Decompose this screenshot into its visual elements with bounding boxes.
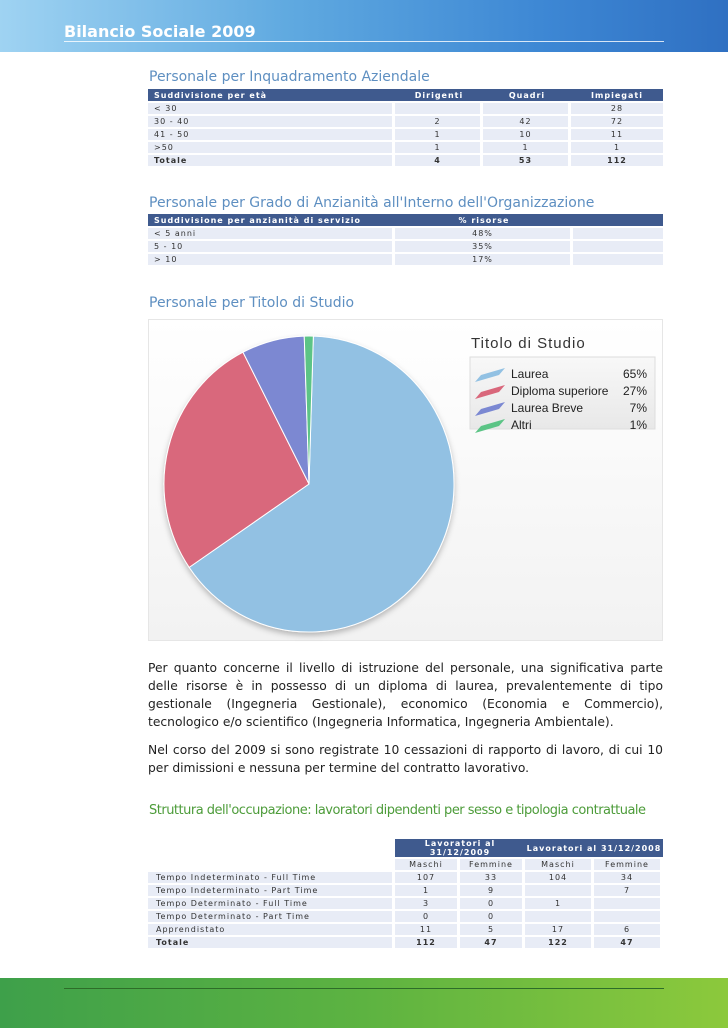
legend-value: 7%: [629, 401, 647, 415]
row-label: 41 - 50: [148, 129, 395, 140]
sub-header: Femmine: [594, 859, 663, 870]
sub-header: Maschi: [395, 859, 460, 870]
table-cell-empty: [573, 228, 663, 239]
table-cell: 48%: [395, 228, 573, 239]
section-title-struttura-occupazione: Struttura dell'occupazione: lavoratori dipendenti per sesso e tipologia contrattuale: [149, 803, 646, 818]
row-label: Tempo Indeterminato - Full Time: [148, 872, 395, 883]
row-label: 5 - 10: [148, 241, 395, 252]
table-cell: 0: [460, 898, 525, 909]
table-cell: 35%: [395, 241, 573, 252]
legend-label: Altri: [511, 418, 532, 432]
table-cell: 11: [395, 924, 460, 935]
table-cell: 1: [395, 885, 460, 896]
table-total-row: [148, 937, 663, 948]
table-cell: 112: [395, 937, 460, 948]
legend-value: 65%: [622, 367, 647, 381]
column-header: Suddivisione per anzianità di servizio: [148, 214, 395, 226]
row-label: < 5 anni: [148, 228, 395, 239]
table-row: [148, 241, 663, 252]
table-row: [148, 129, 663, 140]
table-cell: 9: [460, 885, 525, 896]
table-cell: 107: [395, 872, 460, 883]
table-cell: 53: [483, 155, 571, 166]
column-header: Dirigenti: [395, 89, 483, 101]
header-blank: [148, 859, 395, 870]
table-row: [148, 924, 663, 935]
table-cell: 2: [395, 116, 483, 127]
table-cell: 3: [395, 898, 460, 909]
column-header: Quadri: [483, 89, 571, 101]
table-cell: 33: [460, 872, 525, 883]
table-cell: 104: [525, 872, 594, 883]
table-cell: [525, 885, 594, 896]
table-cell: [594, 898, 663, 909]
header-rule: [64, 41, 664, 42]
section-title-inquadramento: Personale per Inquadramento Aziendale: [149, 69, 430, 85]
table-cell: 72: [571, 116, 663, 127]
row-label: Apprendistato: [148, 924, 395, 935]
table-row: [148, 885, 663, 896]
page-header-title: Bilancio Sociale 2009: [64, 22, 256, 41]
footer-rule: [64, 988, 664, 989]
table-cell: 28: [571, 103, 663, 114]
row-label: Tempo Determinato - Full Time: [148, 898, 395, 909]
footer-band: [0, 978, 728, 1028]
table-cell: 1: [483, 142, 571, 153]
sub-header: Femmine: [460, 859, 525, 870]
column-header: Suddivisione per età: [148, 89, 395, 101]
table-cell: 112: [571, 155, 663, 166]
table-struttura-occupazione: [148, 837, 663, 950]
table-cell: 10: [483, 129, 571, 140]
table-cell: 4: [395, 155, 483, 166]
table-cell: 34: [594, 872, 663, 883]
table-cell: [525, 911, 594, 922]
table-cell: 11: [571, 129, 663, 140]
column-header: % risorse: [395, 214, 573, 226]
table-cell: 47: [460, 937, 525, 948]
row-label: 30 - 40: [148, 116, 395, 127]
table-cell: 47: [594, 937, 663, 948]
legend-label: Laurea: [511, 367, 549, 381]
table-inquadramento: [148, 87, 663, 168]
table-cell: 42: [483, 116, 571, 127]
pie-chart-container: [148, 319, 663, 641]
table-cell: [594, 911, 663, 922]
table-cell: 7: [594, 885, 663, 896]
section-title-titolo-studio: Personale per Titolo di Studio: [149, 295, 355, 311]
paragraph-cessazioni: Nel corso del 2009 si sono registrate 10 cessazioni di rapporto di lavoro, di cui 10 per dimissioni e nessuna per termine del contratto lavorativo.: [148, 743, 663, 775]
table-cell: [483, 103, 571, 114]
legend-label: Diploma superiore: [511, 384, 609, 398]
table-row: [148, 103, 663, 114]
legend-value: 27%: [622, 384, 647, 398]
table-cell: 0: [460, 911, 525, 922]
table-cell: 17: [525, 924, 594, 935]
table-cell: 17%: [395, 254, 573, 265]
table-cell: 1: [395, 129, 483, 140]
legend-label: Laurea Breve: [511, 401, 584, 415]
row-label: Tempo Indeterminato - Part Time: [148, 885, 395, 896]
header-filler: [573, 214, 663, 226]
table-cell: 0: [395, 911, 460, 922]
row-label: Tempo Determinato - Part Time: [148, 911, 395, 922]
sub-header: Maschi: [525, 859, 594, 870]
table-cell-empty: [573, 254, 663, 265]
group-header-2008: Lavoratori al 31/12/2008: [525, 839, 663, 857]
table-cell: 122: [525, 937, 594, 948]
table-cell: 1: [571, 142, 663, 153]
table-row: [148, 116, 663, 127]
column-header: Impiegati: [571, 89, 663, 101]
table-row: [148, 254, 663, 265]
group-header-2009: Lavoratori al 31/12/2009: [395, 839, 525, 857]
row-label: Totale: [148, 937, 395, 948]
table-cell: 1: [395, 142, 483, 153]
header-blank: [148, 839, 395, 857]
table-cell: [395, 103, 483, 114]
pie-chart: [149, 320, 664, 642]
row-label: Totale: [148, 155, 395, 166]
table-cell: 5: [460, 924, 525, 935]
legend-value: 1%: [629, 418, 647, 432]
table-cell-empty: [573, 241, 663, 252]
table-row: [148, 898, 663, 909]
table-anzianita: [148, 212, 663, 267]
row-label: >50: [148, 142, 395, 153]
table-total-row: [148, 155, 663, 166]
row-label: > 10: [148, 254, 395, 265]
table-row: [148, 142, 663, 153]
chart-title: Titolo di Studio: [471, 335, 586, 352]
table-cell: 6: [594, 924, 663, 935]
row-label: < 30: [148, 103, 395, 114]
section-title-anzianita: Personale per Grado di Anzianità all'Interno dell'Organizzazione: [149, 195, 595, 211]
table-row: [148, 911, 663, 922]
table-cell: 1: [525, 898, 594, 909]
table-row: [148, 228, 663, 239]
paragraph-istruzione: Per quanto concerne il livello di istruzione del personale, una significativa parte delle risorse è in possesso di un diploma di laurea, prevalentemente di tipo gestionale (Ingegneria Gestionale), economico (Economia e Commercio), tecnologico e/o scientifico (Ingegneria Informatica, Ingegneria Ambientale).: [148, 661, 663, 729]
table-row: [148, 872, 663, 883]
